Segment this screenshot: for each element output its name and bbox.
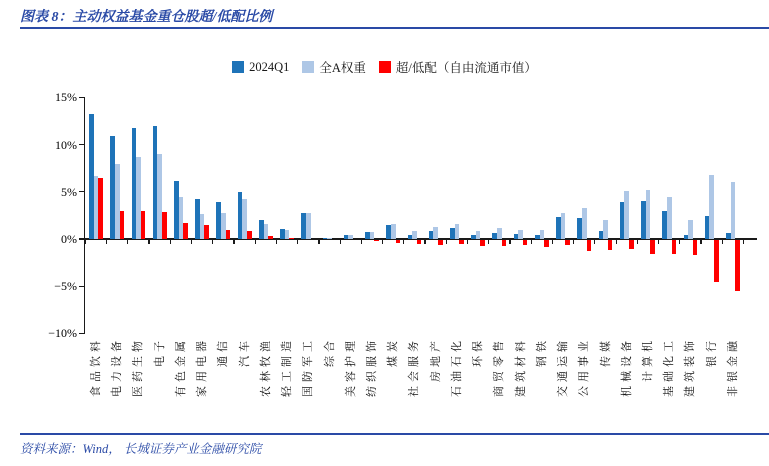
legend-swatch-icon xyxy=(232,61,244,73)
bar-over-under xyxy=(183,223,188,239)
bar-over-under xyxy=(226,230,231,239)
bar-all-a-weight xyxy=(709,175,714,239)
y-axis-label: 10% xyxy=(55,137,77,152)
x-axis-label: 房地产 xyxy=(429,337,442,382)
x-axis-label: 交通运输 xyxy=(557,337,570,397)
y-axis-tick xyxy=(79,144,86,145)
legend-item xyxy=(232,60,289,75)
bar-all-a-weight xyxy=(582,208,587,239)
title-divider xyxy=(20,27,769,29)
x-axis-tick xyxy=(594,240,595,245)
x-axis-tick xyxy=(233,240,234,245)
bar-all-a-weight xyxy=(433,227,438,239)
legend-item xyxy=(302,58,366,76)
bar-all-a-weight xyxy=(561,213,566,239)
x-axis-tick xyxy=(700,240,701,245)
bar-all-a-weight xyxy=(731,182,736,239)
bar-over-under xyxy=(672,240,677,254)
bar-over-under xyxy=(565,240,570,245)
x-axis-label: 商贸零售 xyxy=(493,337,506,397)
x-axis-tick xyxy=(106,240,107,245)
bar-over-under xyxy=(120,211,125,239)
y-axis-tick xyxy=(79,191,86,192)
x-axis-tick xyxy=(255,240,256,245)
x-axis-tick xyxy=(85,240,86,245)
x-axis-tick xyxy=(382,240,383,245)
bar-over-under xyxy=(544,240,549,247)
x-axis-label: 美容护理 xyxy=(344,337,357,397)
bar-all-a-weight xyxy=(667,197,672,239)
bar-all-a-weight xyxy=(603,220,608,239)
x-axis-tick xyxy=(552,240,553,245)
x-axis-label: 医药生物 xyxy=(132,337,145,397)
x-axis-tick xyxy=(722,240,723,245)
bar-over-under xyxy=(268,236,273,239)
bar-over-under xyxy=(204,225,209,239)
bar-all-a-weight xyxy=(476,231,481,239)
bar-over-under xyxy=(162,212,167,239)
bar-over-under xyxy=(459,240,464,244)
bar-over-under xyxy=(735,240,740,291)
x-axis-label: 农林牧渔 xyxy=(259,337,272,397)
x-axis-label: 传媒 xyxy=(599,337,612,367)
x-axis-label: 煤炭 xyxy=(387,337,400,367)
x-axis-label: 通信 xyxy=(217,337,230,367)
x-axis-label: 银行 xyxy=(705,337,718,367)
bar-all-a-weight xyxy=(306,213,311,239)
x-axis-tick xyxy=(743,240,744,245)
x-axis-label: 机械设备 xyxy=(620,337,633,397)
bar-over-under xyxy=(438,240,443,245)
x-axis-tick xyxy=(424,240,425,245)
bar-all-a-weight xyxy=(455,224,460,239)
bar-all-a-weight xyxy=(412,231,417,239)
chart-legend xyxy=(0,58,769,76)
x-axis-label: 石油石化 xyxy=(450,337,463,397)
bar-over-under xyxy=(396,240,401,243)
bar-all-a-weight xyxy=(688,220,693,239)
x-axis-tick xyxy=(276,240,277,245)
bar-all-a-weight xyxy=(348,235,353,239)
bar-all-a-weight xyxy=(391,224,396,239)
bar-over-under xyxy=(608,240,613,250)
footer-divider xyxy=(20,433,769,435)
x-axis-label: 钢铁 xyxy=(535,337,548,367)
legend-label: 2024Q1 xyxy=(249,59,290,74)
x-axis-tick xyxy=(361,240,362,245)
x-axis-label: 纺织服饰 xyxy=(365,337,378,397)
bar-over-under xyxy=(417,240,422,244)
x-axis-tick xyxy=(616,240,617,245)
x-axis-label: 轻工制造 xyxy=(281,337,294,397)
x-axis-label: 家用电器 xyxy=(196,337,209,397)
bar-over-under xyxy=(650,240,655,254)
bar-all-a-weight xyxy=(497,228,502,239)
bar-over-under xyxy=(629,240,634,249)
bar-over-under xyxy=(480,240,485,246)
x-axis-tick xyxy=(170,240,171,245)
x-axis-label: 建筑装饰 xyxy=(684,337,697,397)
x-axis-tick xyxy=(679,240,680,245)
y-axis-tick xyxy=(79,333,86,334)
x-axis-tick xyxy=(318,240,319,245)
x-axis-tick xyxy=(297,240,298,245)
x-axis-tick xyxy=(446,240,447,245)
x-axis-label: 基础化工 xyxy=(663,337,676,397)
bar-over-under xyxy=(141,211,146,239)
x-axis-label: 建筑材料 xyxy=(514,337,527,397)
x-axis-label: 汽车 xyxy=(238,337,251,367)
x-axis-label: 有色金属 xyxy=(174,337,187,397)
legend-swatch-icon xyxy=(379,61,391,73)
x-axis-label: 电子 xyxy=(153,337,166,367)
x-axis-label: 社会服务 xyxy=(408,337,421,397)
x-axis-tick xyxy=(488,240,489,245)
legend-label: 全A权重 xyxy=(319,61,366,75)
bar-all-a-weight xyxy=(518,230,523,239)
legend-label: 超/低配（自由流通市值） xyxy=(395,61,537,75)
bar-over-under xyxy=(714,240,719,282)
legend-swatch-icon xyxy=(302,61,314,73)
x-axis-label: 电力设备 xyxy=(111,337,124,397)
bar-all-a-weight xyxy=(327,238,332,239)
x-axis-label: 非银金融 xyxy=(726,337,739,397)
source-note: 资料来源：Wind， 长城证券产业金融研究院 xyxy=(20,442,262,456)
x-axis-label: 食品饮料 xyxy=(90,337,102,397)
x-axis-label: 公用事业 xyxy=(578,337,591,397)
y-axis-tick xyxy=(79,286,86,287)
x-axis-label: 环保 xyxy=(472,337,485,367)
x-axis-tick xyxy=(340,240,341,245)
x-axis-tick xyxy=(531,240,532,245)
x-axis-label: 国防军工 xyxy=(302,337,315,397)
bar-over-under xyxy=(374,240,379,241)
y-axis-label: 5% xyxy=(61,184,77,199)
bar-all-a-weight xyxy=(646,190,651,239)
x-axis-tick xyxy=(191,240,192,245)
y-axis-label: 15% xyxy=(55,90,77,105)
legend-item xyxy=(379,58,537,76)
x-axis-tick xyxy=(637,240,638,245)
x-axis-tick xyxy=(658,240,659,245)
x-axis-tick xyxy=(127,240,128,245)
x-axis-tick xyxy=(573,240,574,245)
bar-all-a-weight xyxy=(540,230,545,239)
x-axis-tick xyxy=(509,240,510,245)
y-axis-label: 0% xyxy=(61,232,77,246)
x-axis-tick xyxy=(148,240,149,245)
y-axis-tick xyxy=(79,97,86,98)
x-axis-tick xyxy=(403,240,404,245)
bar-over-under xyxy=(502,240,507,246)
bar-over-under xyxy=(247,231,252,239)
x-axis-label: 计算机 xyxy=(641,337,654,382)
y-axis-label: −10% xyxy=(48,326,77,341)
bar-all-a-weight xyxy=(370,232,375,239)
bar-over-under xyxy=(523,240,528,245)
bar-over-under xyxy=(289,238,294,239)
y-axis-line xyxy=(84,97,85,335)
figure-title: 图表 8：主动权益基金重仓股超/低配比例 xyxy=(20,10,273,25)
x-axis-tick xyxy=(467,240,468,245)
x-axis-tick xyxy=(212,240,213,245)
bar-over-under xyxy=(693,240,698,255)
y-axis-label: −5% xyxy=(54,279,77,294)
bar-over-under xyxy=(98,178,103,239)
bar-over-under xyxy=(587,240,592,251)
bar-all-a-weight xyxy=(624,191,629,239)
x-axis-label: 综合 xyxy=(323,337,336,367)
